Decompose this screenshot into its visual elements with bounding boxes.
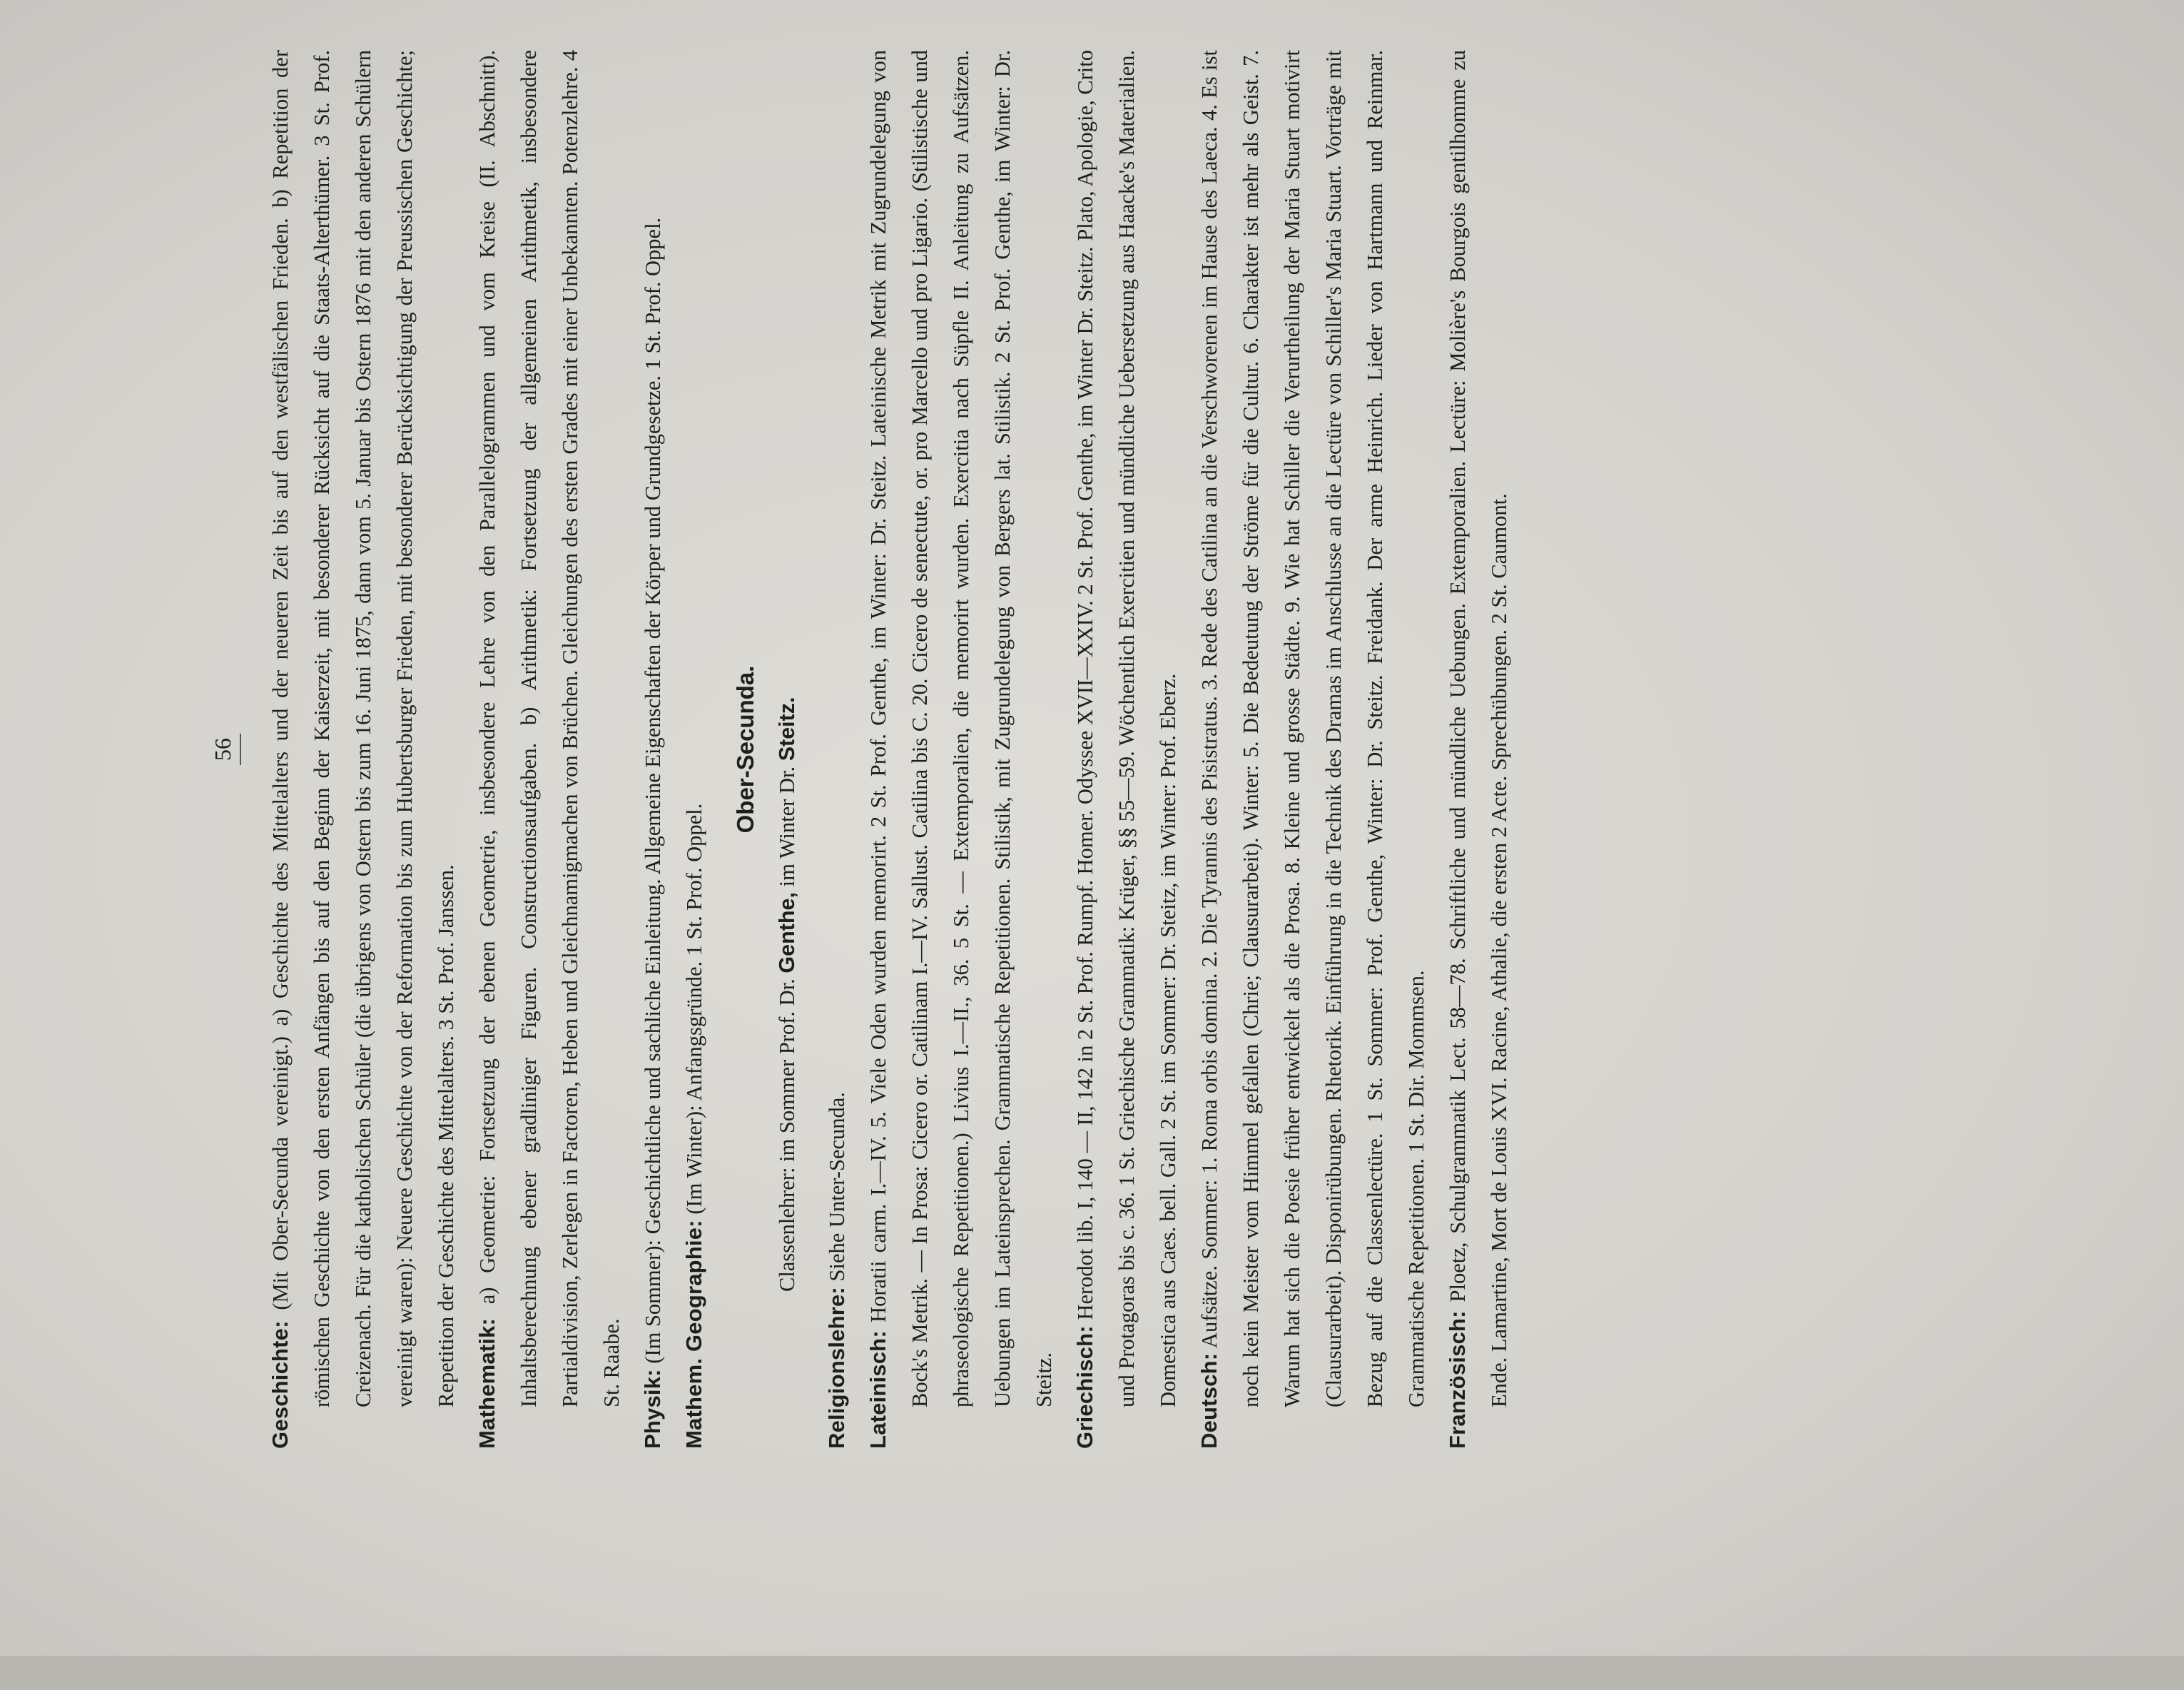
text-deutsch: Aufsätze. Sommer: 1. Roma orbis domina. 2. Die Tyrannis des Pisistratus. 3. Rede des Catilina an die Verschworenen im Hause des Laeca. 4. Es ist noch kein Meister vom Himmel gefallen (Chrie; Clausurarbeit). Winter: 5. Die Bedeutung der Ströme für die Cultur. 6. Charakter ist mehr als Geist. 7. Warum hat sich die Poesie früher entwickelt als die Prosa. 8. Kleine und grosse Städte. 9. Wie hat Schiller die Verurtheilung der Maria Stuart motivirt (Clausurarbeit). Disponirübungen. Rhetorik. Einführung in die Technik des Dramas im Anschlusse an die Lectüre von Schiller's Maria Stuart. Vorträge mit Bezug auf die Classenlectüre. 1 St. Sommer: Prof. Genthe, Winter: Dr. Steitz. Freidank. Der arme Heinrich. Lieder von Hartmann und Reinmar. Grammatische Repetitionen. 1 St. Dir. Mommsen. bbox=[1197, 50, 1428, 1407]
paragraph-geographie bbox=[674, 50, 715, 1449]
paragraph-religionslehre bbox=[816, 50, 858, 1449]
paragraph-geschichte bbox=[260, 50, 467, 1449]
text-geschichte: (Mit Ober-Secunda vereinigt.) a) Geschichte des Mittelalters und der neueren Zeit bis auf den westfälischen Frieden. b) Repetition der römischen Geschichte von den ersten Anfängen bis auf den Beginn der Kaiserzeit, mit besonderer Rücksicht auf die Staats-Alterthümer. 3 St. Prof. Creizenach. Für die katholischen Schüler (die übrigens von Ostern bis zum 16. Juni 1875, dann vom 5. Januar bis Ostern 1876 mit den anderen Schülern vereinigt waren): Neuere Geschichte von der Reformation bis zum Hubertsburger Frieden, mit besonderer Berücksichtigung der Preussischen Geschichte; Repetition der Geschichte des Mittelalters. 3 St. Prof. Janssen. bbox=[268, 50, 458, 1407]
text-physik: (Im Sommer): Geschichtliche und sachliche Einleitung. Allgemeine Eigenschaften der Körper und Grundgesetze. 1 St. Prof. Oppel. bbox=[641, 217, 665, 1364]
page-number: 56 bbox=[208, 50, 241, 1449]
class-teacher-line: Classenlehrer: im Sommer Prof. Dr. Genthe, im Winter Dr. Steitz. bbox=[775, 697, 799, 1292]
paragraph-mathematik bbox=[467, 50, 632, 1449]
document-page bbox=[208, 50, 1949, 1449]
heading-franzoesisch: Französisch: bbox=[1445, 1310, 1470, 1449]
text-geographie: (Im Winter): Anfangsgründe. 1 St. Prof. Oppel. bbox=[682, 803, 706, 1215]
heading-deutsch: Deutsch: bbox=[1197, 1352, 1221, 1449]
heading-geographie: Mathem. Geographie: bbox=[681, 1220, 706, 1449]
paragraph-physik bbox=[632, 50, 674, 1449]
section-title: Ober-Secunda. bbox=[732, 665, 758, 834]
heading-mathematik: Mathematik: bbox=[474, 1317, 499, 1449]
heading-religionslehre: Religionslehre: bbox=[824, 1287, 849, 1449]
heading-geschichte: Geschichte: bbox=[268, 1320, 293, 1449]
scanner-edge bbox=[0, 1656, 2184, 1690]
heading-lateinisch: Lateinisch: bbox=[865, 1330, 890, 1449]
text-griechisch: Herodot lib. I, 140 — II, 142 in 2 St. Prof. Rumpf. Homer. Odyssee XVII—XXIV. 2 St. Prof. Genthe, im Winter Dr. Steitz. Plato, Apologie, Crito und Protagoras bis c. 36. 1 St. Griechische Grammatik: Krüger, §§ 55—59. Wöchentlich Exercitien und mündliche Uebersetzung aus Haacke's Materialien. Domestica aus Caes. bell. Gall. 2 St. im Sommer: Dr. Steitz, im Winter: Prof. Eberz. bbox=[1073, 49, 1180, 1407]
paragraph-lateinisch bbox=[858, 50, 1065, 1449]
paragraph-franzoesisch bbox=[1437, 50, 1520, 1449]
text-franzoesisch: Ploetz, Schulgrammatik Lect. 58—78. Schriftliche und mündliche Uebungen. Extemporalien. Lectüre: Molière's Bourgois gentilhomme zu Ende. Lamartine, Mort de Louis XVI. Racine, Athalie, die ersten 2 Acte. Sprechübungen. 2 St. Caumont. bbox=[1446, 49, 1511, 1407]
text-religionslehre: Siehe Unter-Secunda. bbox=[825, 1092, 849, 1282]
text-lateinisch: Horatii carm. I.—IV. 5. Viele Oden wurden memorirt. 2 St. Prof. Genthe, im Winter: Dr. Steitz. Lateinische Metrik mit Zugrundelegung von Bock's Metrik. — In Prosa: Cicero or. Catilinam I.—IV. Sallust. Catilina bis C. 20. Cicero de senectute, or. pro Marcello und pro Ligario. (Stilistische und phraseologische Repetitionen.) Livius I.—II., 36. 5 St. — Extemporalien, die memorirt wurden. Exercitia nach Süpfle II. Anleitung zu Aufsätzen. Uebungen im Lateinsprechen. Grammatische Repetitionen. Stilistik, mit Zugrundelegung von Bergers lat. Stilistik. 2 St. Prof. Genthe, im Winter: Dr. Steitz. bbox=[866, 49, 1056, 1407]
text-mathematik: a) Geometrie: Fortsetzung der ebenen Geometrie, insbesondere Lehre von den Parallelogrammen und vom Kreise (II. Abschnitt). Inhaltsberechnung ebener gradliniger Figuren. Constructionsaufgaben. b) Arithmetik: Fortsetzung der allgemeinen Arithmetik, insbesondere Partialdivision, Zerlegen in Factoren, Heben und Gleichnamigmachen von Brüchen. Gleichungen des ersten Grades mit einer Unbekannten. Potenzlehre. 4 St. Raabe. bbox=[475, 49, 624, 1407]
heading-physik: Physik: bbox=[640, 1369, 665, 1449]
paragraph-griechisch bbox=[1065, 50, 1189, 1449]
heading-griechisch: Griechisch: bbox=[1072, 1325, 1097, 1449]
paragraph-deutsch bbox=[1189, 50, 1437, 1449]
